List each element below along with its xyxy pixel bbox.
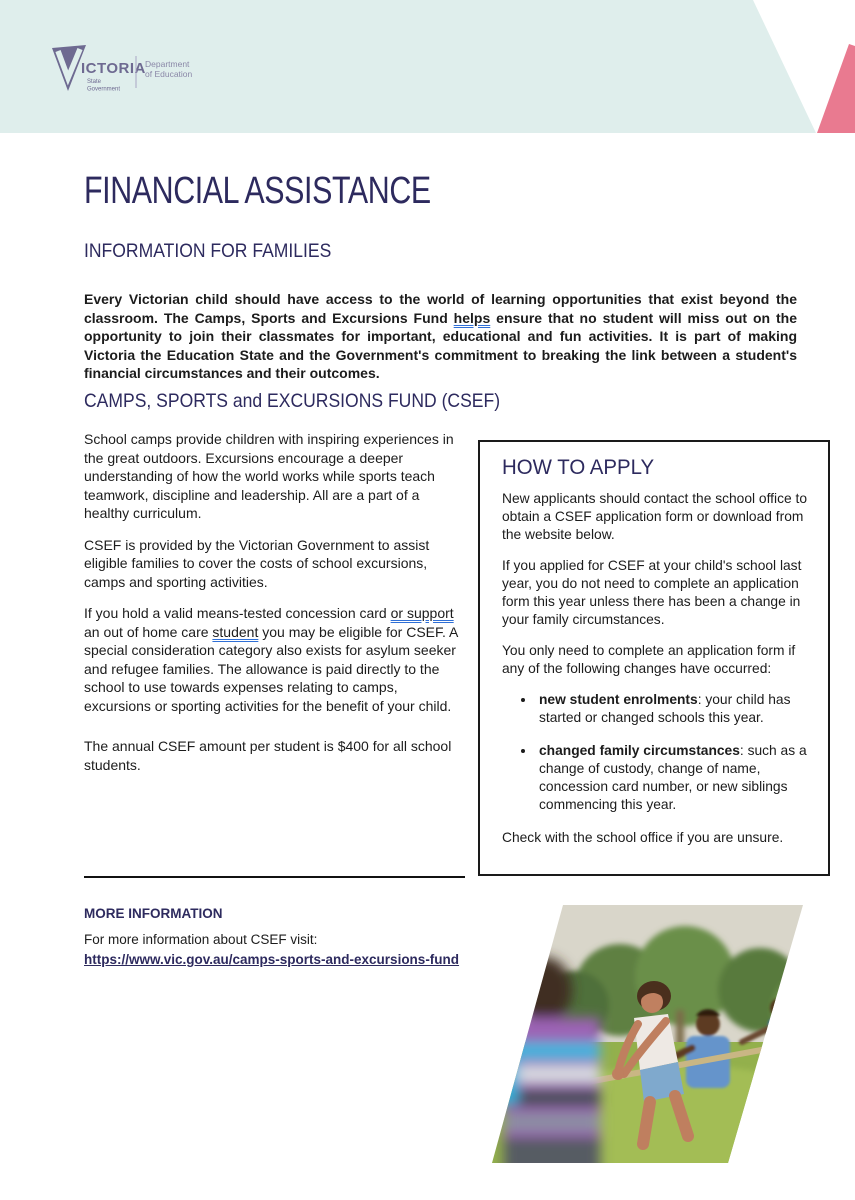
csef-website-link[interactable]: https://www.vic.gov.au/camps-sports-and-excursions-fund <box>84 952 460 967</box>
photo-illustration <box>480 890 820 1175</box>
more-information-section <box>84 906 504 969</box>
how-to-apply-heading: HOW TO APPLY <box>502 455 655 479</box>
csef-p3-seg2: an out of home care <box>84 623 213 640</box>
more-information-intro: For more information about CSEF visit: <box>84 932 318 947</box>
apply-paragraph-1: New applicants should contact the school office to obtain a CSEF application form or download from the website below. <box>502 491 807 542</box>
logo-dept-line1: Department <box>145 59 190 69</box>
csef-p3-underlined-1: or support <box>390 605 454 621</box>
logo-brand-text: ICTORIA <box>81 60 146 77</box>
horizontal-rule <box>84 876 465 878</box>
photo-children-tug-of-war <box>480 890 820 1175</box>
csef-p3-seg3: you may be eligible for CSEF. A special consideration category also exists for asylum seeker and refugee families. The allowance is paid directly to the school to use towards expenses relating to camps, excursions or sporting activities for the benefit of your child. <box>84 623 458 714</box>
logo-dept-line2: of Education <box>145 69 193 79</box>
list-item <box>536 742 810 814</box>
apply-paragraph-4: Check with the school office if you are unsure. <box>502 830 784 845</box>
intro-underlined-word: helps <box>453 309 491 326</box>
more-information-heading: MORE INFORMATION <box>84 906 223 921</box>
csef-p3-seg1: If you hold a valid means-tested concession card <box>84 605 391 621</box>
section-heading-families: INFORMATION FOR FAMILIES <box>84 240 332 262</box>
intro-seg1: Every Victorian child should have access to the world of learning opportunities that exist beyond the classroom. The Camps, Sports and Excursions Fund <box>84 291 797 326</box>
csef-paragraph-1: School camps provide children with inspiring experiences in the great outdoors. Excursions encourage a deeper understanding of how the world works while sports teach teamwork, discipline and leadership. All are a part of a healthy curriculum. <box>84 431 454 521</box>
csef-p3-underlined-2: student <box>212 623 259 640</box>
intro-seg2: ensure that no student will miss out on the opportunity to join their classmates for important, educational and fun activities. It is part of making Victoria the Education State and the Government's commitment to breaking the link between a student's financial circumstances and their outcomes. <box>84 309 797 381</box>
section-heading-csef: CAMPS, SPORTS and EXCURSIONS FUND (CSEF) <box>84 390 501 412</box>
how-to-apply-box <box>478 440 830 876</box>
csef-left-column <box>84 430 465 787</box>
apply-paragraph-2: If you applied for CSEF at your child's school last year, you do not need to complete an application form this year unless there has been a change in your family circumstances. <box>502 558 802 627</box>
victoria-government-logo <box>50 44 280 98</box>
logo-state-line2: Government <box>87 86 121 93</box>
csef-paragraph-3 <box>84 604 465 715</box>
bullet-1-rest: : your child has started or changed schools this year. <box>539 692 791 725</box>
bullet-2-rest: : such as a change of custody, change of name, concession card number, or new siblings commencing this year. <box>539 743 807 812</box>
bullet-2-lead: changed family circumstances <box>539 743 740 758</box>
csef-paragraph-2: CSEF is provided by the Victorian Government to assist eligible families to cover the costs of school excursions, camps and sporting activities. <box>84 536 430 590</box>
apply-paragraph-3: You only need to complete an application form if any of the following changes have occurred: <box>502 643 796 676</box>
csef-annual-amount: The annual CSEF amount per student is $400 for all school students. <box>84 738 452 773</box>
bullet-1-lead: new student enrolments <box>539 692 698 707</box>
list-item <box>536 691 810 727</box>
families-intro-paragraph <box>84 290 797 383</box>
header-accent-triangle <box>817 44 855 133</box>
apply-change-list <box>502 691 810 814</box>
page-title: FINANCIAL ASSISTANCE <box>84 170 431 212</box>
logo-state-line1: State <box>87 79 102 85</box>
